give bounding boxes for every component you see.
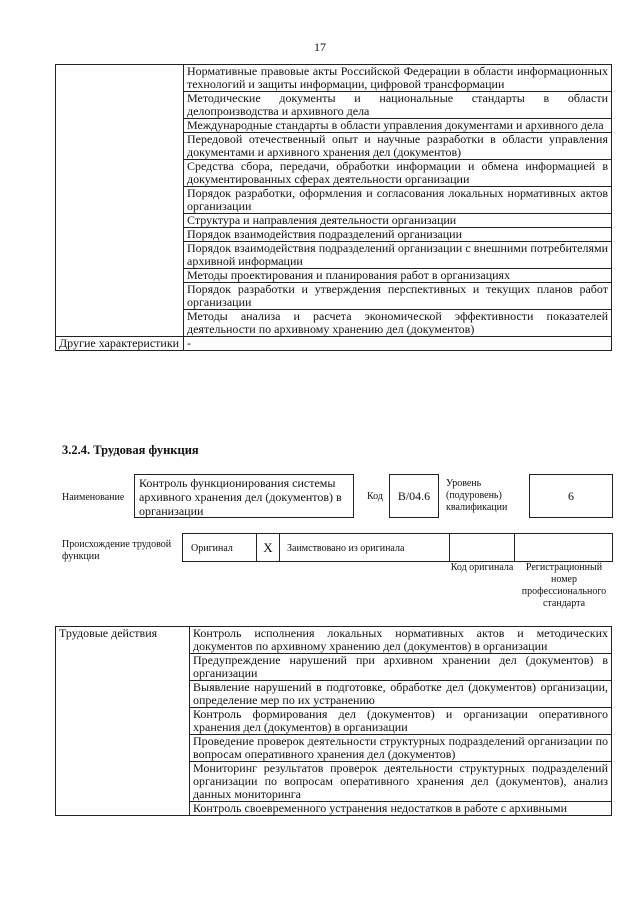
reg-number-caption: Регистрационный номер профессионального стандарта [521, 562, 607, 609]
code-original-caption: Код оригинала [450, 562, 514, 573]
knowledge-item: Порядок взаимодействия подразделений организации с внешними потребителями архивной информации [184, 242, 612, 269]
knowledge-item: Международные стандарты в области управления документами и архивного дела [184, 119, 612, 133]
action-item: Контроль формирования дел (документов) и организации оперативного хранения дел (документов) в организации [190, 708, 612, 735]
origin-label: Происхождение трудовой функции [62, 539, 172, 562]
actions-table [55, 626, 612, 816]
knowledge-item: Средства сбора, передачи, обработки информации и обмена информацией в документированных сферах деятельности организации [184, 160, 612, 187]
actions-label: Трудовые действия [56, 627, 190, 816]
knowledge-item: Передовой отечественный опыт и научные разработки в области управления документами и архивного хранения дел (документов) [184, 133, 612, 160]
knowledge-item: Методы проектирования и планирования работ в организациях [184, 269, 612, 283]
function-name-box: Контроль функционирования системы архивного хранения дел (документов) в организации [134, 474, 354, 518]
action-item: Проведение проверок деятельности структурных подразделений организации по вопросам оперативного хранения дел (документов) [190, 735, 612, 762]
borrowed-label: Заимствовано из оригинала [287, 543, 405, 554]
action-item: Выявление нарушений в подготовке, обработке дел (документов) организации, определение мер по их устранению [190, 681, 612, 708]
other-characteristics-value: - [184, 337, 612, 351]
action-item: Контроль исполнения локальных нормативных актов и методических документов по архивному хранению дел (документов) в организации [190, 627, 612, 654]
code-original-cell [449, 534, 515, 561]
other-characteristics-label: Другие характеристики [56, 337, 184, 351]
knowledge-item: Порядок разработки и утверждения перспективных и текущих планов работ организации [184, 283, 612, 310]
code-label: Код [367, 491, 383, 502]
knowledge-item: Нормативные правовые акты Российской Федерации в области информационных технологий и защиты информации, цифровой трансформации [184, 65, 612, 92]
knowledge-table [55, 64, 612, 351]
page-number: 17 [314, 40, 326, 54]
name-label: Наименование [62, 492, 125, 503]
knowledge-label-cell [56, 65, 184, 337]
knowledge-item: Порядок взаимодействия подразделений организации [184, 228, 612, 242]
knowledge-item: Порядок разработки, оформления и согласования локальных нормативных актов организации [184, 187, 612, 214]
code-value-box: B/04.6 [389, 474, 439, 518]
original-mark: X [256, 534, 280, 561]
level-value-box: 6 [529, 474, 613, 518]
origin-row-box [182, 533, 613, 562]
action-item: Контроль своевременного устранения недостатков в работе с архивными [190, 802, 612, 816]
original-label: Оригинал [191, 543, 233, 554]
knowledge-item: Методы анализа и расчета экономической эффективности показателей деятельности по архивному хранению дел (документов) [184, 310, 612, 337]
level-label: Уровень (подуровень) квалификации [446, 478, 508, 513]
knowledge-item: Структура и направления деятельности организации [184, 214, 612, 228]
section-heading: 3.2.4. Трудовая функция [62, 443, 199, 457]
action-item: Предупреждение нарушений при архивном хранении дел (документов) в организации [190, 654, 612, 681]
knowledge-item: Методические документы и национальные стандарты в области делопроизводства и архивного дела [184, 92, 612, 119]
action-item: Мониторинг результатов проверок деятельности структурных подразделений организации по вопросам оперативного хранения дел (документов), анализ данных мониторинга [190, 762, 612, 802]
